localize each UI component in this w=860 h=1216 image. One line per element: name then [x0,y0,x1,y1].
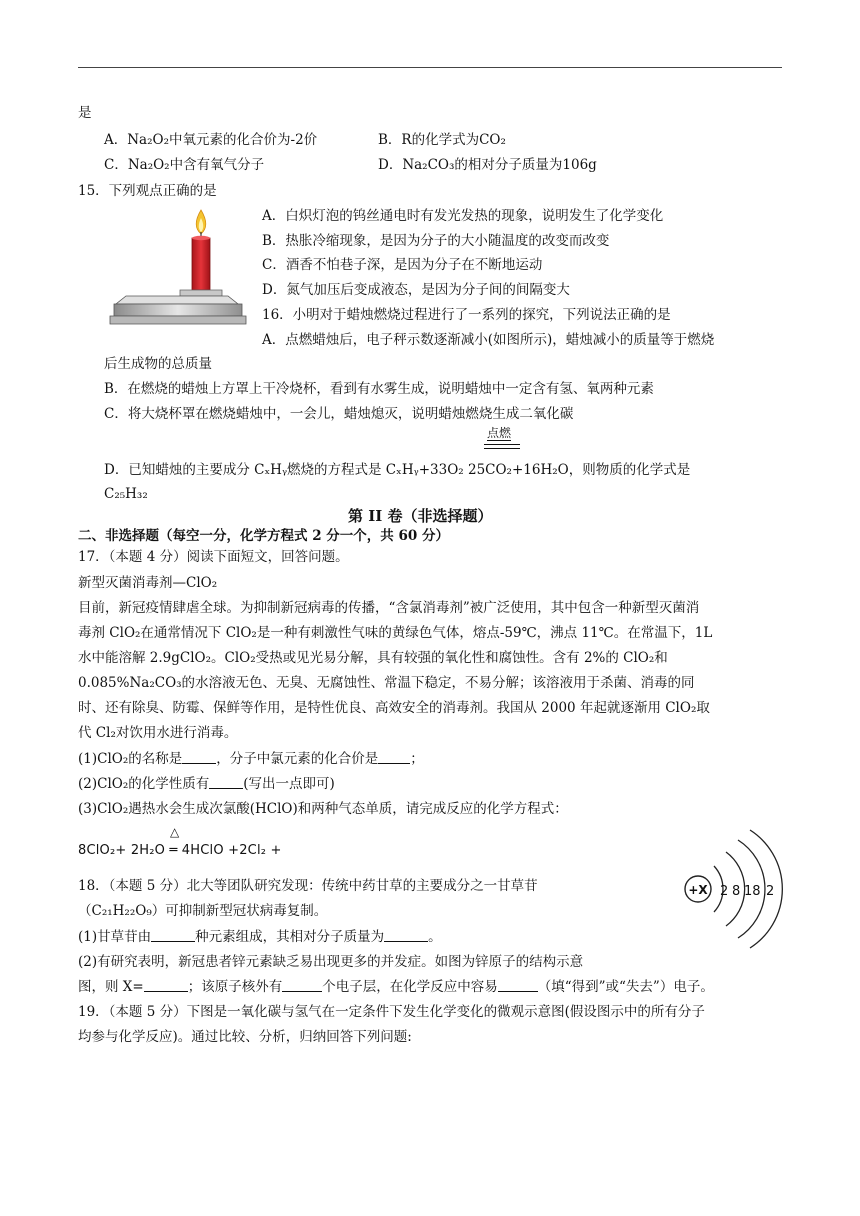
section-two-heading: 二、非选择题（每空一分，化学方程式 2 分一个，共 60 分） [78,528,449,544]
candle-on-scale-figure [104,204,252,328]
answer-blank[interactable] [151,929,195,942]
answer-blank[interactable] [282,979,322,992]
q16-option-b: B．在燃烧的蜡烛上方罩上干冷烧杯，看到有水雾生成，说明蜡烛中一定含有氢、氧两种元素 [104,381,654,397]
answer-blank[interactable] [378,751,410,764]
equation-double-line [484,444,520,449]
q14-option-b: B．R的化学式为CO₂ [378,132,506,148]
q16-stem: 16．小明对于蜡烛燃烧过程进行了一系列的探究，下列说法正确的是 [262,307,671,323]
q18-subquestion-2-cont: 图，则 X= ；该原子核外有 个电子层，在化学反应中容易 （填“得到”或“失去”）电子。 [78,979,714,995]
answer-blank[interactable] [498,979,538,992]
q17-paragraph-line: 时、还有除臭、防霉、保鲜等作用，是特性优良、高效安全的消毒剂。我国从 2000 年起就逐渐用 ClO₂取 [78,700,710,716]
q14-option-d: D．Na₂CO₃的相对分子质量为106g [378,157,597,173]
q18-subquestion-2: (2)有研究表明，新冠患者锌元素缺乏易出现更多的并发症。如图为锌原子的结构示意 [78,954,584,970]
part-two-title: 第 II 卷（非选择题） [348,507,493,525]
heat-condition-icon: △ [170,825,180,839]
q14-tail: 是 [78,105,92,121]
q16-option-d-line2: C₂₅H₃₂ [104,486,148,502]
answer-blank[interactable] [209,776,243,789]
q15-option-b: B．热胀冷缩现象，是因为分子的大小随温度的改变而改变 [262,233,610,249]
q19-stem-line2: 均参与化学反应)。通过比较、分析，归纳回答下列问题: [78,1029,412,1045]
q15-option-d: D．氮气加压后变成液态，是因为分子间的间隔变大 [262,282,570,298]
shell-electron-count: 2 [766,884,775,899]
shell-electron-count: 18 [744,884,761,899]
q17-paragraph-line: 目前，新冠疫情肆虐全球。为抑制新冠病毒的传播，“含氯消毒剂”被广泛使用，其中包含一种新型灭菌消 [78,600,700,616]
q14-option-c: C．Na₂O₂中含有氧气分子 [104,157,265,173]
q17-subquestion-2: (2)ClO₂的化学性质有 (写出一点即可) [78,776,335,792]
q18-stem: 18．（本题 5 分）北大等团队研究发现：传统中药甘草的主要成分之一甘草苷 [78,878,538,894]
answer-blank[interactable] [182,751,216,764]
shell-electron-count: 8 [732,884,741,899]
q15-option-c: C．酒香不怕巷子深，是因为分子在不断地运动 [262,257,543,273]
q17-subquestion-1: (1)ClO₂的名称是 ，分子中氯元素的化合价是 ； [78,751,424,767]
q16-option-a-line2: 后生成物的总质量 [104,356,212,372]
q18-formula: （C₂₁H₂₂O₉）可抑制新型冠状病毒复制。 [78,903,328,919]
q16-option-c: C．将大烧杯罩在燃烧蜡烛中，一会儿，蜡烛熄灭，说明蜡烛燃烧生成二氧化碳 [104,406,574,422]
reaction-condition-ignite: 点燃 [487,426,512,440]
q17-paragraph-line: 代 Cl₂对饮用水进行消毒。 [78,725,238,741]
q19-stem-line1: 19．（本题 5 分）下图是一氧化碳与氢气在一定条件下发生化学变化的微观示意图(假设图示中的所有分子 [78,1004,705,1020]
q14-option-a: A．Na₂O₂中氧元素的化合价为-2价 [104,132,318,148]
answer-blank[interactable] [384,929,428,942]
chemical-equation: 8ClO₂+ 2H₂O ═ 4HClO +2Cl₂ + [78,843,282,858]
q15-option-a: A．白炽灯泡的钨丝通电时有发光发热的现象，说明发生了化学变化 [262,208,664,224]
q16-option-a-line1: A．点燃蜡烛后，电子秤示数逐渐减小(如图所示)，蜡烛减小的质量等于燃烧 [262,332,715,348]
q18-subquestion-1: (1)甘草苷由 种元素组成，其相对分子质量为 。 [78,929,442,945]
q17-stem: 17．（本题 4 分）阅读下面短文，回答问题。 [78,549,349,565]
shell-electron-count: 2 [720,884,729,899]
q17-paragraph-line: 水中能溶解 2.9gClO₂。ClO₂受热或见光易分解，具有较强的氧化性和腐蚀性。含有 2%的 ClO₂和 [78,650,668,666]
q17-paragraph-line: 毒剂 ClO₂在通常情况下 ClO₂是一种有刺激性气味的黄绿色气体，熔点-59℃，沸点 11℃。在常温下，1L [78,625,713,641]
answer-blank[interactable] [144,979,188,992]
nucleus-label: +X [688,883,708,897]
q16-option-d-line1: D．已知蜡烛的主要成分 CₓHᵧ燃烧的方程式是 CₓHᵧ+33O₂ 25CO₂+16H₂O，则物质的化学式是 [104,462,691,478]
q17-paragraph-line: 0.085%Na₂CO₃的水溶液无色、无臭、无腐蚀性、常温下稳定，不易分解；该溶液用于杀菌、消毒的同 [78,675,695,691]
q15-stem: 15．下列观点正确的是 [78,183,217,199]
q17-article-title: 新型灭菌消毒剂—ClO₂ [78,575,218,591]
zinc-atom-structure-diagram [676,826,786,956]
header-rule [78,67,782,68]
q17-subquestion-3: (3)ClO₂遇热水会生成次氯酸(HClO)和两种气态单质，请完成反应的化学方程式： [78,801,568,817]
